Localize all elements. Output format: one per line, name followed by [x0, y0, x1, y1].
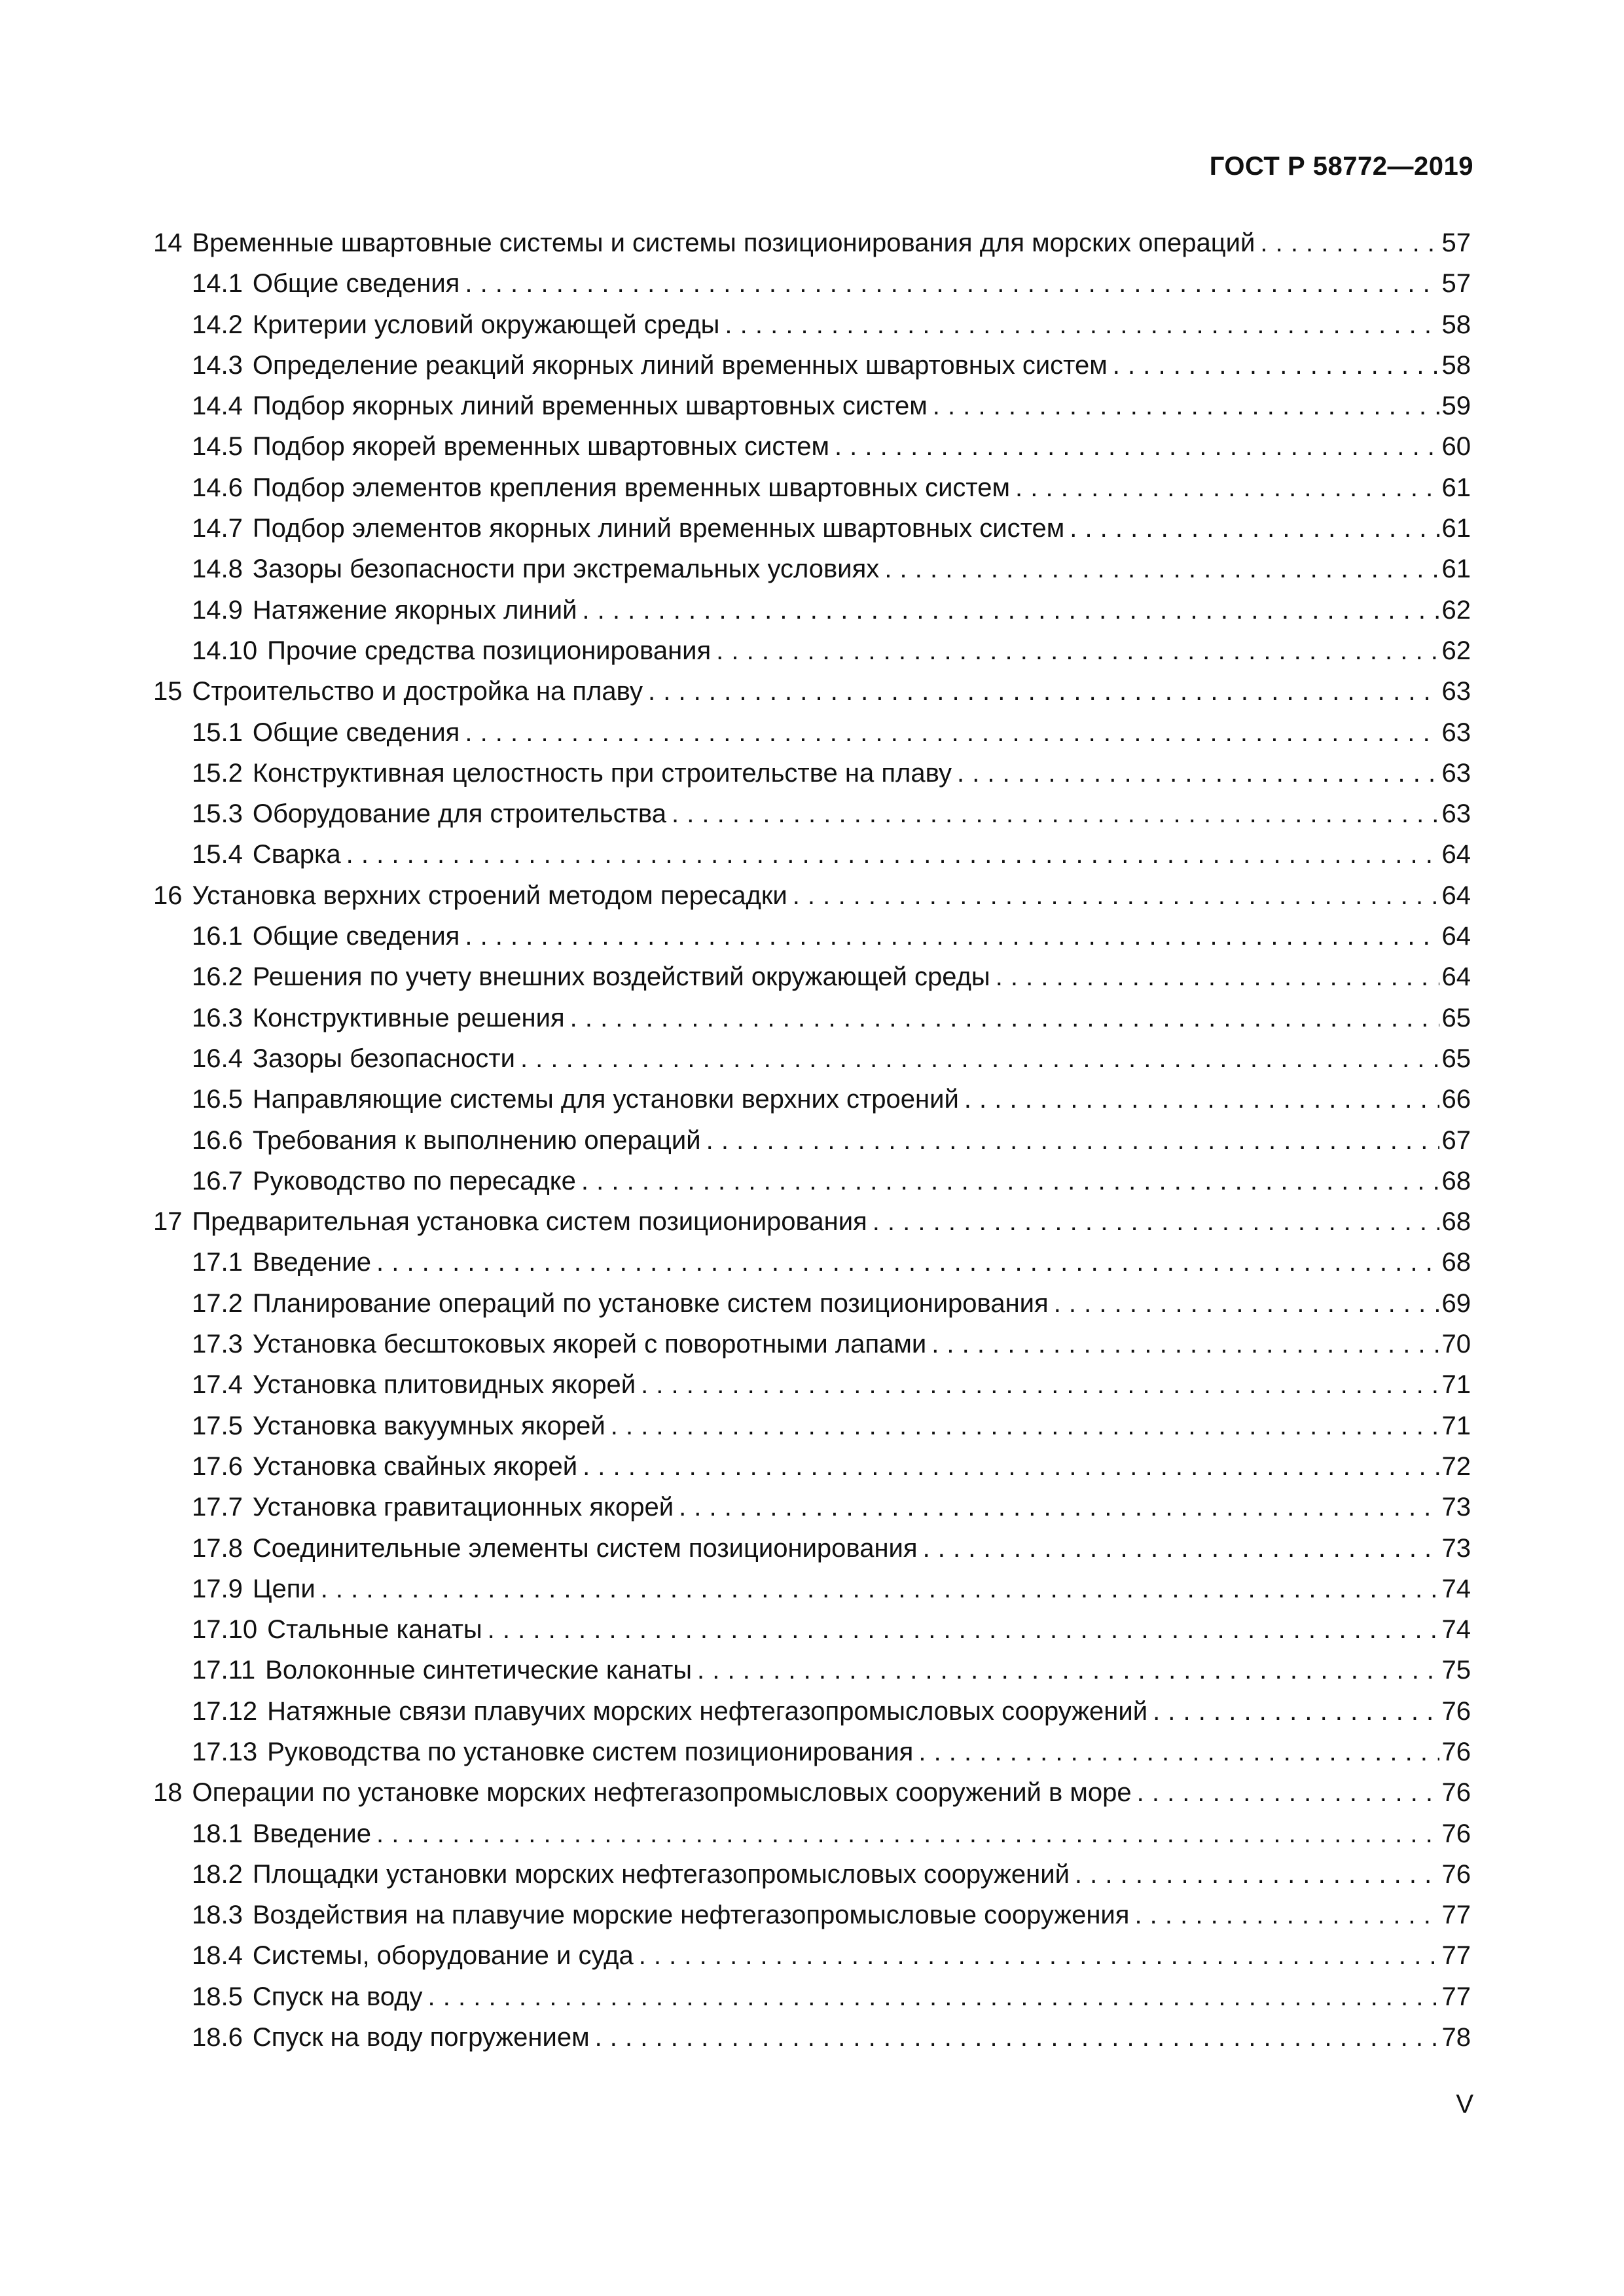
toc-entry-title: Волоконные синтетические канаты: [265, 1656, 693, 1685]
toc-entry-number: 14.6: [192, 473, 243, 502]
toc-subsection-entry: [153, 1813, 1471, 1854]
toc-entry-page: 77: [1441, 1901, 1471, 1930]
toc-subsection-entry: [153, 630, 1471, 671]
toc-entry-title: Руководство по пересадке: [252, 1166, 576, 1195]
toc-entry-page: 78: [1441, 2023, 1471, 2052]
toc-dot-leader: [716, 630, 1439, 671]
toc-entry-page: 76: [1441, 1859, 1471, 1889]
toc-subsection-entry: [153, 1446, 1471, 1487]
toc-entry-title: Общие сведения: [252, 922, 460, 951]
toc-section-entry: [153, 671, 1471, 712]
toc-entry-page: 65: [1441, 1003, 1471, 1032]
toc-entry-number: 18: [153, 1778, 183, 1808]
toc-entry-page: 62: [1441, 595, 1471, 625]
toc-entry-title: Подбор якорных линий временных швартовных систем: [252, 392, 928, 421]
toc-subsection-entry: [153, 1977, 1471, 2017]
toc-entry-page: 64: [1441, 881, 1471, 910]
toc-entry-number: 16.6: [192, 1125, 243, 1155]
toc-dot-leader: [1054, 1283, 1439, 1324]
toc-entry-title: Общие сведения: [252, 718, 460, 747]
toc-entry-page: 62: [1441, 636, 1471, 665]
toc-entry-title: Установка плитовидных якорей: [252, 1370, 636, 1400]
toc-dot-leader: [428, 1977, 1439, 2017]
toc-dot-leader: [376, 1813, 1439, 1854]
toc-entry-title: Операции по установке морских нефтегазопромысловых сооружений в море: [192, 1778, 1132, 1808]
toc-entry-title: Общие сведения: [252, 269, 460, 299]
toc-dot-leader: [933, 386, 1439, 426]
toc-dot-leader: [648, 671, 1439, 712]
toc-dot-leader: [996, 957, 1439, 997]
toc-dot-leader: [1153, 1691, 1439, 1732]
toc-subsection-entry: [153, 916, 1471, 957]
toc-entry-number: 15.2: [192, 758, 243, 788]
toc-entry-number: 16.1: [192, 922, 243, 951]
toc-entry-page: 61: [1441, 555, 1471, 584]
toc-entry-title: Установка гравитационных якорей: [252, 1493, 674, 1522]
toc-subsection-entry: [153, 590, 1471, 630]
toc-entry-title: Спуск на воду погружением: [252, 2023, 590, 2052]
toc-entry-number: 18.3: [192, 1901, 243, 1930]
toc-subsection-entry: [153, 549, 1471, 589]
toc-entry-page: 76: [1441, 1696, 1471, 1726]
toc-entry-title: Спуск на воду: [252, 1982, 423, 2011]
toc-dot-leader: [697, 1650, 1439, 1690]
toc-dot-leader: [1075, 1854, 1439, 1895]
toc-dot-leader: [884, 549, 1439, 589]
toc-dot-leader: [918, 1732, 1439, 1772]
toc-entry-number: 15.3: [192, 799, 243, 829]
toc-entry-page: 73: [1441, 1493, 1471, 1522]
toc-entry-title: Установка вакуумных якорей: [252, 1411, 605, 1440]
toc-dot-leader: [1260, 223, 1439, 263]
toc-entry-page: 73: [1441, 1533, 1471, 1563]
toc-subsection-entry: [153, 1079, 1471, 1120]
toc-entry-number: 16: [153, 881, 183, 910]
toc-entry-title: Натяжение якорных линий: [252, 595, 577, 625]
toc-entry-title: Прочие средства позиционирования: [267, 636, 712, 665]
toc-subsection-entry: [153, 263, 1471, 304]
toc-entry-page: 76: [1441, 1737, 1471, 1766]
toc-dot-leader: [679, 1487, 1439, 1527]
toc-entry-title: Введение: [252, 1248, 371, 1277]
toc-entry-page: 76: [1441, 1778, 1471, 1808]
toc-entry-number: 16.3: [192, 1003, 243, 1032]
toc-subsection-entry: [153, 998, 1471, 1038]
toc-entry-number: 18.6: [192, 2023, 243, 2052]
toc-entry-page: 70: [1441, 1330, 1471, 1359]
toc-dot-leader: [376, 1242, 1439, 1283]
toc-entry-title: Решения по учету внешних воздействий окружающей среды: [252, 962, 990, 992]
toc-entry-number: 17.2: [192, 1288, 243, 1318]
toc-dot-leader: [873, 1201, 1439, 1242]
toc-entry-title: Системы, оборудование и суда: [252, 1941, 634, 1971]
toc-subsection-entry: [153, 1691, 1471, 1732]
toc-dot-leader: [346, 834, 1439, 875]
toc-entry-number: 17: [153, 1207, 183, 1237]
toc-dot-leader: [957, 753, 1439, 793]
toc-entry-title: Стальные канаты: [267, 1615, 482, 1645]
toc-subsection-entry: [153, 1120, 1471, 1161]
toc-dot-leader: [1015, 467, 1439, 508]
toc-dot-leader: [793, 875, 1439, 916]
toc-entry-number: 17.12: [192, 1696, 258, 1726]
toc-entry-number: 17.6: [192, 1451, 243, 1481]
toc-entry-title: Сварка: [252, 840, 341, 869]
toc-entry-number: 14.9: [192, 595, 243, 625]
toc-subsection-entry: [153, 508, 1471, 549]
toc-entry-number: 15: [153, 677, 183, 706]
toc-entry-number: 17.1: [192, 1248, 243, 1277]
toc-dot-leader: [595, 2017, 1439, 2058]
toc-entry-page: 63: [1441, 718, 1471, 747]
toc-entry-page: 64: [1441, 962, 1471, 992]
toc-dot-leader: [583, 1446, 1439, 1487]
toc-entry-page: 74: [1441, 1615, 1471, 1645]
toc-entry-page: 60: [1441, 432, 1471, 462]
toc-entry-page: 63: [1441, 799, 1471, 829]
toc-subsection-entry: [153, 1364, 1471, 1405]
toc-dot-leader: [611, 1406, 1439, 1446]
toc-entry-page: 59: [1441, 392, 1471, 421]
toc-entry-title: Воздействия на плавучие морские нефтегазопромысловые сооружения: [252, 1901, 1130, 1930]
toc-entry-number: 14.3: [192, 350, 243, 380]
toc-entry-title: Строительство и достройка на плаву: [192, 677, 643, 706]
toc-entry-title: Конструктивная целостность при строительстве на плаву: [252, 758, 952, 788]
toc-subsection-entry: [153, 2017, 1471, 2058]
toc-dot-leader: [1137, 1772, 1439, 1813]
toc-subsection-entry: [153, 1854, 1471, 1895]
toc-entry-number: 16.5: [192, 1085, 243, 1114]
toc-entry-title: Зазоры безопасности при экстремальных условиях: [252, 555, 880, 584]
toc-dot-leader: [641, 1364, 1439, 1405]
toc-entry-number: 14.2: [192, 310, 243, 339]
toc-entry-number: 17.9: [192, 1574, 243, 1603]
toc-subsection-entry: [153, 1324, 1471, 1364]
toc-entry-number: 17.4: [192, 1370, 243, 1400]
toc-entry-title: Требования к выполнению операций: [252, 1125, 701, 1155]
toc-subsection-entry: [153, 957, 1471, 997]
toc-entry-number: 18.4: [192, 1941, 243, 1971]
toc-entry-page: 77: [1441, 1982, 1471, 2011]
toc-subsection-entry: [153, 1609, 1471, 1650]
toc-entry-number: 14.5: [192, 432, 243, 462]
toc-entry-number: 17.3: [192, 1330, 243, 1359]
toc-entry-title: Натяжные связи плавучих морских нефтегазопромысловых сооружений: [267, 1696, 1148, 1726]
toc-subsection-entry: [153, 1406, 1471, 1446]
toc-entry-page: 68: [1441, 1248, 1471, 1277]
toc-entry-number: 14.8: [192, 555, 243, 584]
toc-subsection-entry: [153, 304, 1471, 345]
toc-dot-leader: [1070, 508, 1439, 549]
toc-entry-title: Руководства по установке систем позиционирования: [267, 1737, 914, 1766]
toc-subsection-entry: [153, 1487, 1471, 1527]
toc-dot-leader: [465, 712, 1439, 753]
toc-entry-page: 61: [1441, 514, 1471, 543]
toc-entry-title: Предварительная установка систем позиционирования: [192, 1207, 867, 1237]
toc-entry-number: 14.7: [192, 514, 243, 543]
toc-entry-number: 17.7: [192, 1493, 243, 1522]
toc-dot-leader: [706, 1120, 1439, 1161]
toc-dot-leader: [1113, 345, 1439, 386]
toc-entry-number: 16.7: [192, 1166, 243, 1195]
toc-entry-number: 15.4: [192, 840, 243, 869]
toc-entry-page: 69: [1441, 1288, 1471, 1318]
toc-entry-number: 16.2: [192, 962, 243, 992]
toc-entry-title: Оборудование для строительства: [252, 799, 666, 829]
toc-subsection-entry: [153, 834, 1471, 875]
toc-entry-title: Направляющие системы для установки верхних строений: [252, 1085, 959, 1114]
toc-dot-leader: [931, 1324, 1439, 1364]
toc-dot-leader: [672, 793, 1439, 834]
toc-entry-number: 15.1: [192, 718, 243, 747]
toc-entry-page: 66: [1441, 1085, 1471, 1114]
toc-subsection-entry: [153, 426, 1471, 467]
toc-entry-number: 14.4: [192, 392, 243, 421]
toc-subsection-entry: [153, 1161, 1471, 1201]
page-number: V: [1456, 2090, 1473, 2119]
toc-entry-title: Критерии условий окружающей среды: [252, 310, 720, 339]
toc-entry-title: Цепи: [252, 1574, 316, 1603]
toc-entry-page: 76: [1441, 1819, 1471, 1848]
toc-subsection-entry: [153, 467, 1471, 508]
toc-entry-number: 17.8: [192, 1533, 243, 1563]
toc-subsection-entry: [153, 793, 1471, 834]
toc-subsection-entry: [153, 1569, 1471, 1609]
toc-dot-leader: [582, 590, 1439, 630]
document-code: ГОСТ Р 58772—2019: [1209, 152, 1473, 181]
toc-entry-page: 57: [1441, 269, 1471, 299]
toc-dot-leader: [488, 1609, 1439, 1650]
toc-entry-title: Установка верхних строений методом пересадки: [192, 881, 787, 910]
toc-entry-page: 67: [1441, 1125, 1471, 1155]
toc-entry-page: 72: [1441, 1451, 1471, 1481]
toc-entry-title: Введение: [252, 1819, 371, 1848]
toc-dot-leader: [964, 1079, 1439, 1120]
toc-dot-leader: [465, 263, 1439, 304]
toc-entry-number: 14.1: [192, 269, 243, 299]
toc-entry-page: 65: [1441, 1044, 1471, 1073]
toc-dot-leader: [520, 1038, 1439, 1079]
toc-section-entry: [153, 1201, 1471, 1242]
toc-dot-leader: [725, 304, 1439, 345]
toc-section-entry: [153, 1772, 1471, 1813]
toc-dot-leader: [1134, 1895, 1439, 1935]
toc-subsection-entry: [153, 386, 1471, 426]
toc-dot-leader: [639, 1935, 1439, 1976]
toc-subsection-entry: [153, 1732, 1471, 1772]
toc-subsection-entry: [153, 1283, 1471, 1324]
toc-entry-page: 71: [1441, 1411, 1471, 1440]
toc-entry-page: 61: [1441, 473, 1471, 502]
table-of-contents: [153, 223, 1471, 2058]
toc-subsection-entry: [153, 1650, 1471, 1690]
toc-subsection-entry: [153, 1038, 1471, 1079]
toc-entry-title: Площадки установки морских нефтегазопромысловых сооружений: [252, 1859, 1070, 1889]
toc-entry-page: 68: [1441, 1207, 1471, 1237]
toc-entry-number: 14: [153, 228, 183, 257]
toc-entry-title: Подбор элементов якорных линий временных швартовных систем: [252, 514, 1065, 543]
toc-dot-leader: [465, 916, 1439, 957]
toc-entry-title: Конструктивные решения: [252, 1003, 565, 1032]
toc-entry-number: 17.11: [192, 1656, 256, 1685]
toc-subsection-entry: [153, 1242, 1471, 1283]
toc-entry-number: 14.10: [192, 636, 258, 665]
toc-dot-leader: [835, 426, 1439, 467]
toc-subsection-entry: [153, 345, 1471, 386]
toc-dot-leader: [321, 1569, 1439, 1609]
toc-entry-page: 58: [1441, 310, 1471, 339]
toc-subsection-entry: [153, 712, 1471, 753]
toc-entry-title: Установка свайных якорей: [252, 1451, 578, 1481]
toc-dot-leader: [581, 1161, 1439, 1201]
toc-entry-title: Планирование операций по установке систем позиционирования: [252, 1288, 1049, 1318]
toc-entry-page: 68: [1441, 1166, 1471, 1195]
toc-section-entry: [153, 223, 1471, 263]
toc-subsection-entry: [153, 1528, 1471, 1569]
toc-entry-page: 63: [1441, 677, 1471, 706]
toc-entry-title: Установка бесштоковых якорей с поворотными лапами: [252, 1330, 927, 1359]
toc-entry-title: Временные швартовные системы и системы позиционирования для морских операций: [192, 228, 1255, 257]
toc-dot-leader: [923, 1528, 1439, 1569]
toc-entry-page: 58: [1441, 350, 1471, 380]
toc-entry-number: 18.1: [192, 1819, 243, 1848]
toc-entry-page: 77: [1441, 1941, 1471, 1971]
toc-entry-number: 16.4: [192, 1044, 243, 1073]
toc-entry-page: 57: [1441, 228, 1471, 257]
toc-subsection-entry: [153, 1935, 1471, 1976]
toc-entry-number: 17.13: [192, 1737, 258, 1766]
toc-entry-title: Соединительные элементы систем позиционирования: [252, 1533, 918, 1563]
toc-entry-page: 63: [1441, 758, 1471, 788]
toc-subsection-entry: [153, 753, 1471, 793]
toc-entry-page: 64: [1441, 922, 1471, 951]
toc-entry-number: 18.5: [192, 1982, 243, 2011]
toc-dot-leader: [570, 998, 1439, 1038]
toc-entry-page: 64: [1441, 840, 1471, 869]
toc-entry-number: 17.10: [192, 1615, 258, 1645]
toc-section-entry: [153, 875, 1471, 916]
toc-entry-title: Определение реакций якорных линий временных швартовных систем: [252, 350, 1108, 380]
toc-entry-number: 17.5: [192, 1411, 243, 1440]
toc-entry-title: Подбор элементов крепления временных швартовных систем: [252, 473, 1011, 502]
toc-entry-page: 75: [1441, 1656, 1471, 1685]
toc-entry-number: 18.2: [192, 1859, 243, 1889]
toc-entry-title: Зазоры безопасности: [252, 1044, 515, 1073]
toc-subsection-entry: [153, 1895, 1471, 1935]
toc-entry-page: 71: [1441, 1370, 1471, 1400]
toc-entry-title: Подбор якорей временных швартовных систем: [252, 432, 829, 462]
toc-entry-page: 74: [1441, 1574, 1471, 1603]
